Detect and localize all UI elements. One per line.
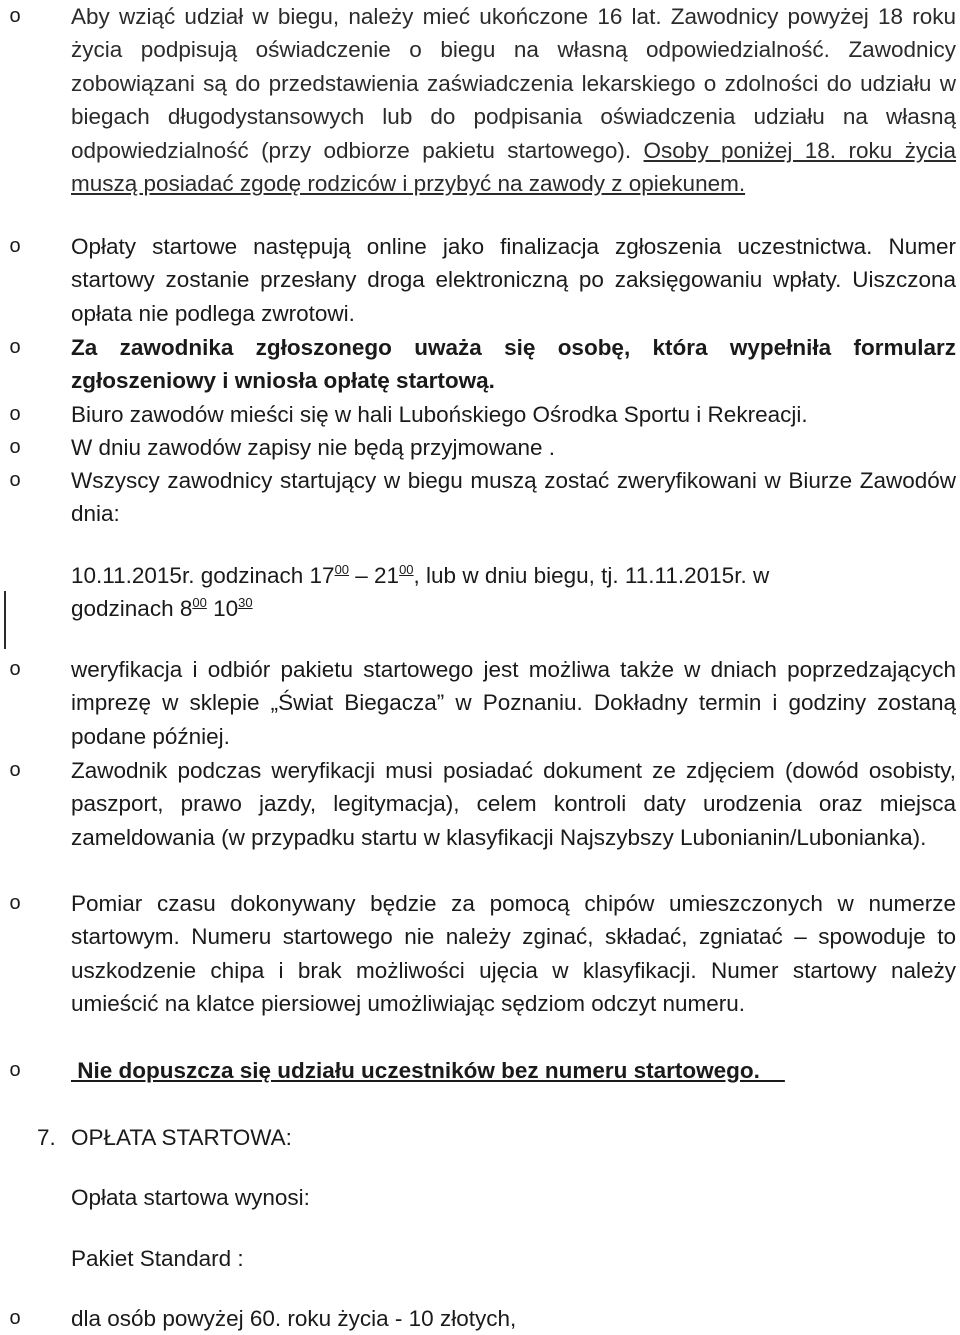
- paragraph-text: Aby wziąć udział w biegu, należy mieć ukończone 16 lat. Zawodnicy powyżej 18 roku życia podpisują oświadczenie o biegu na własną odpowiedzialność. Zawodnicy zobowiązani są do przedstawienia zaświadczenia lekarskiego o zdolności do udziału w biegach długodystansowych lub do podpisania oświadczenia udziału na własną odpowiedzialność (przy odbiorze pakietu startowego).: [71, 4, 956, 163]
- paragraph: Wszyscy zawodnicy startujący w biegu muszą zostać zweryfikowani w Biurze Zawodów dnia:: [71, 468, 956, 527]
- paragraph: [71, 0, 956, 200]
- bullet-marker: o: [9, 235, 21, 257]
- bullet-marker: o: [9, 658, 21, 680]
- schedule-line-2: godzinach $8^{00}$ $10^{30}$: [71, 595, 253, 621]
- paragraph: weryfikacja i odbiór pakietu startowego jest możliwa także w dniach poprzedzających imprezę w sklepie „Świat Biegacza” w Poznaniu. Dokładny termin i godziny zostaną podane później.: [71, 657, 956, 749]
- bullet-marker: o: [9, 1307, 21, 1329]
- fee-item: dla osób powyżej 60. roku życia - 10 złotych,: [71, 1306, 517, 1331]
- paragraph: Opłaty startowe następują online jako finalizacja zgłoszenia uczestnictwa. Numer startowy zostanie przesłany droga elektroniczną po zaksięgowaniu wpłaty. Uiszczona opłata nie podlega zwrotowi.: [71, 234, 956, 326]
- paragraph: Nie dopuszcza się udziału uczestników bez numeru startowego.: [71, 1058, 785, 1083]
- section-heading: [37, 1121, 56, 1154]
- bullet-marker: o: [9, 469, 21, 491]
- package-label: Pakiet Standard :: [71, 1246, 244, 1271]
- bullet-marker: o: [9, 5, 21, 27]
- paragraph: Zawodnik podczas weryfikacji musi posiadać dokument ze zdjęciem (dowód osobisty, paszport, prawo jazdy, legitymacja), celem kontroli daty urodzenia oraz miejsca zameldowania (w przypadku startu w klasyfikacji Najszybszy Lubonianin/Lubonianka).: [71, 758, 956, 850]
- section-title: OPŁATA STARTOWA:: [71, 1125, 292, 1150]
- bullet-marker: o: [9, 892, 21, 914]
- bullet-marker: o: [9, 759, 21, 781]
- underlined-text: Osoby poniżej 18. roku życia muszą posiadać zgodę rodziców i przybyć na zawody z opiekunem.: [71, 137, 956, 197]
- section-number: 7.: [37, 1125, 56, 1150]
- bullet-marker: o: [9, 436, 21, 458]
- bullet-marker: o: [9, 336, 21, 358]
- fee-intro: Opłata startowa wynosi:: [71, 1185, 310, 1210]
- bullet-marker: o: [9, 403, 21, 425]
- paragraph: Biuro zawodów mieści się w hali Lubońskiego Ośrodka Sportu i Rekreacji.: [71, 402, 808, 427]
- margin-change-bar: [4, 591, 6, 649]
- bullet-marker: o: [9, 1059, 21, 1081]
- paragraph: Za zawodnika zgłoszonego uważa się osobę, która wypełniła formularz zgłoszeniowy i wniosła opłatę startową.: [71, 335, 956, 394]
- paragraph: Pomiar czasu dokonywany będzie za pomocą chipów umieszczonych w numerze startowym. Numeru startowego nie należy zginać, składać, zgniatać – spowoduje to uszkodzenie chipa i brak możliwości ujęcia w klasyfikacji. Numer startowy należy umieścić na klatce piersiowej umożliwiając sędziom odczyt numeru.: [71, 891, 956, 1017]
- paragraph: W dniu zawodów zapisy nie będą przyjmowane .: [71, 435, 555, 460]
- schedule-line-1: 10.11.2015r. godzinach $17^{00} - 21^{00}$, lub w dniu biegu, tj. 11.11.2015r. w: [71, 562, 770, 588]
